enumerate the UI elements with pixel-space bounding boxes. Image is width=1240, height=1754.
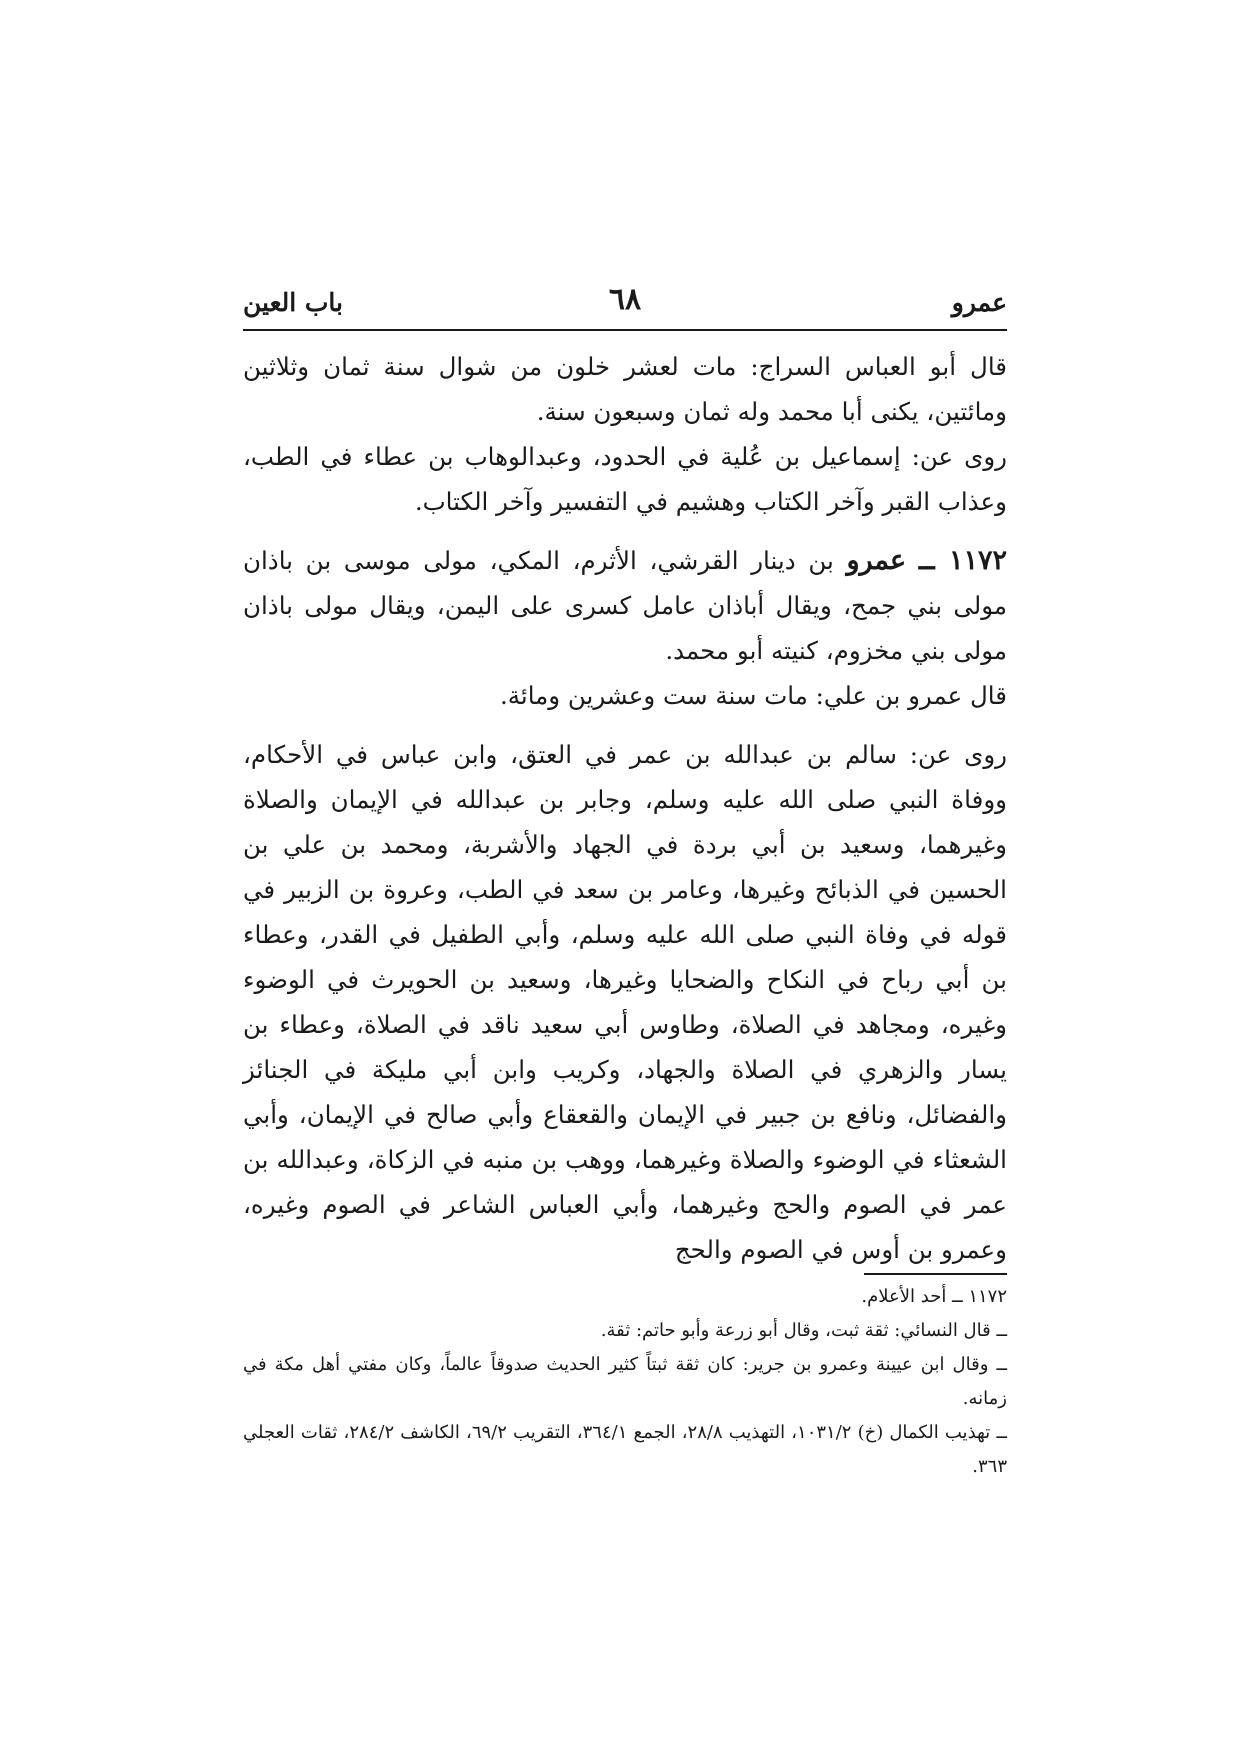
paragraph-death-date: قال أبو العباس السراج: مات لعشر خلون من شوال سنة ثمان وثلاثين ومائتين، يكنى أبا محمد وله ثمان وسبعون سنة. bbox=[243, 352, 1007, 426]
entry-description: بن دينار القرشي، الأثرم، المكي، مولى موسى بن باذان مولى بني جمح، ويقال أباذان عامل كسرى على اليمن، ويقال مولى باذان مولى بني مخزوم، كنيته أبو محمد. bbox=[243, 546, 1007, 665]
entry-name: عمرو bbox=[846, 545, 907, 576]
page-header bbox=[243, 280, 1007, 330]
paragraph-entry-1172 bbox=[243, 538, 1007, 673]
running-head-chapter: باب العين bbox=[243, 288, 344, 317]
footnote-rule bbox=[864, 1273, 1007, 1275]
entry-number: ١١٧٢ ــ bbox=[918, 545, 1007, 576]
footnotes bbox=[243, 1280, 1007, 1484]
footnote-line: ــ قال النسائي: ثقة ثبت، وقال أبو زرعة وأبو حاتم: ثقة. bbox=[600, 1320, 1007, 1341]
main-text bbox=[243, 344, 1007, 1272]
paragraph-entry-narrations: روى عن: سالم بن عبدالله بن عمر في العتق، وابن عباس في الأحكام، ووفاة النبي صلى الله عليه وسلم، وجابر بن عبدالله في الإيمان والصلاة وغيرهما، وسعيد بن أبي بردة في الجهاد والأشربة، ومحمد بن علي بن الحسين في الذبائح وغيرها، وعامر بن سعد في الطب، وعروة بن الزبير في قوله في وفاة النبي صلى الله عليه وسلم، وأبي الطفيل في القدر، وعطاء بن أبي رباح في النكاح والضحايا وغيرها، وسعيد بن الحويرث في الوضوء وغيره، ومجاهد في الصلاة، وطاوس أبي سعيد ناقد في الصلاة، وعطاء بن يسار والزهري في الصلاة والجهاد، وكريب وابن أبي مليكة في الجنائز والفضائل، ونافع بن جبير في الإيمان والقعقاع وأبي صالح في الإيمان، وأبي الشعثاء في الوضوء والصلاة وغيرهما، ووهب بن منبه في الزكاة، وعبدالله بن عمر في الصوم والحج وغيرهما، وأبي العباس الشاعر في الصوم وغيره، وعمرو بن أوس في الصوم والحج bbox=[243, 740, 1007, 1264]
paragraph-narrated-from: روى عن: إسماعيل بن عُلية في الحدود، وعبدالوهاب بن عطاء في الطب، وعذاب القبر وآخر الكتاب وهشيم في التفسير وآخر الكتاب. bbox=[243, 442, 1007, 516]
footnote-line: ١١٧٢ ــ أحد الأعلام. bbox=[861, 1286, 1007, 1307]
footnote-line: ــ تهذيب الكمال (خ) ١٠٣١/٢، التهذيب ٢٨/٨، الجمع ٣٦٤/١، التقريب ٦٩/٢، الكاشف ٢٨٤/٢، ثقات العجلي ٣٦٣. bbox=[243, 1422, 1007, 1477]
paragraph-entry-death: قال عمرو بن علي: مات سنة ست وعشرين ومائة. bbox=[499, 681, 1007, 710]
page-number: ٦٨ bbox=[608, 282, 642, 317]
footnote-line: ــ وقال ابن عيينة وعمرو بن جرير: كان ثقة ثبتاً كثير الحديث صدوقاً عالماً، وكان مفتي أهل مكة في زمانه. bbox=[243, 1354, 1007, 1409]
running-head-name: عمرو bbox=[951, 288, 1007, 317]
header-rule bbox=[243, 329, 1007, 331]
